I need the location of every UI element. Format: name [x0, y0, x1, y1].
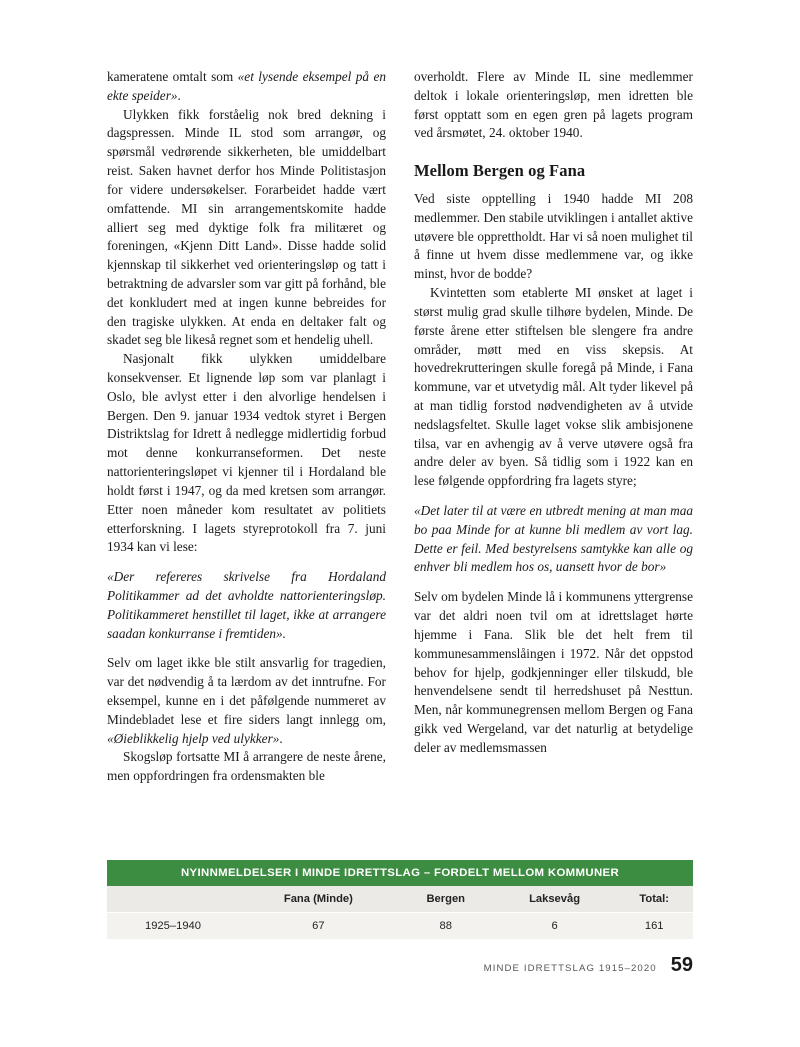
table-header-cell: [107, 886, 239, 913]
table-row: [107, 913, 693, 940]
footer-book-title: MINDE IDRETTSLAG 1915–2020: [483, 963, 657, 974]
right-column: [414, 68, 693, 786]
paragraph: [414, 190, 693, 284]
block-quote: [414, 502, 693, 577]
text-run: kameratene omtalt som: [107, 69, 238, 84]
table-cell-fana: 67: [239, 913, 398, 940]
text-run: Ved siste opptelling i 1940 hadde MI 208 medlemmer. Den stabile utviklingen i antallet aktive utøvere ble opprettholdt. Har vi så noen mulighet til å finne ut hvem disse medlemmene var, og ikke minst, hvor de bodde?: [414, 191, 693, 282]
text-run: overholdt. Flere av Minde IL sine medlemmer deltok i lokale orienteringsløp, men idretten ble først opptatt som en egen gren på lagets program ved årsmøtet, 24. oktober 1940.: [414, 69, 693, 141]
table-caption: NYINNMELDELSER I MINDE IDRETTSLAG – FORDELT MELLOM KOMMUNER: [107, 860, 693, 886]
paragraph: [414, 588, 693, 757]
two-column-body: [107, 68, 693, 786]
page-number: 59: [670, 954, 693, 976]
table-cell-total: 161: [615, 913, 693, 940]
text-run: .: [279, 730, 283, 746]
paragraph: [107, 68, 386, 106]
page-footer: [107, 955, 693, 975]
text-run: Kvintetten som etablerte MI ønsket at laget i størst mulig grad skulle tilhøre bydelen, Minde. De første årene etter stiftelsen ble slengere fra andre områder, møtt med en viss skepsis. At hovedrekrutteringen skulle foregå på Minde, i Fana kommune, var et utvetydig mål. Alt tyder likevel på at man tidlig forstod nødvendigheten av å utvide nedslagsfeltet. Skulle laget vokse slik ambisjonene tilsa, var en avhengig av å verve utøvere også fra andre deler av byen. Så tidlig som i 1922 kan en lese følgende oppfordring fra lagets styre;: [414, 285, 693, 489]
statistics-table: [107, 860, 693, 939]
paragraph: [107, 748, 386, 786]
paragraph: [107, 106, 386, 351]
paragraph: [107, 350, 386, 557]
table-cell-period: 1925–1940: [107, 913, 239, 940]
table-header-cell: Fana (Minde): [239, 886, 398, 913]
table-header-cell: Laksevåg: [494, 886, 616, 913]
table-header-cell: Total:: [615, 886, 693, 913]
text-run-italic: «Det later til at være en utbredt mening at man maa bo paa Minde for at kunne bli medlem av vort lag. Dette er feil. Med bestyrelsens samtykke kan alle og enhver bli medlem hos os, uansett hvor de bor»: [414, 503, 693, 575]
paragraph: [414, 68, 693, 143]
text-run: Selv om laget ikke ble stilt ansvarlig for tragedien, var det nødvendig å ta lærdom av det inntrufne. For eksempel, kunne en i det påfølgende nummeret av Mindebladet lese et fire siders langt innlegg om,: [107, 655, 386, 727]
table-body: [107, 913, 693, 940]
table-header-row: [107, 886, 693, 913]
left-column: [107, 68, 386, 786]
statistics-table-container: [107, 860, 693, 939]
text-run-italic: «Der refereres skrivelse fra Hordaland Politikammer ad det avholdte nattorienteringsløp. Politikammeret henstillet til laget, ikke at arrangere saadan konkurranse i fremtiden».: [107, 569, 386, 641]
text-run: .: [177, 87, 181, 103]
block-quote: [107, 568, 386, 643]
paragraph: [414, 284, 693, 491]
table-header-cell: Bergen: [398, 886, 494, 913]
table-head: [107, 886, 693, 913]
table-cell-laksevag: 6: [494, 913, 616, 940]
text-run-italic: «et lysende eksempel på en ekte speider»: [107, 69, 386, 103]
table-cell-bergen: 88: [398, 913, 494, 940]
text-run-italic: «Øieblikkelig hjelp ved ulykker»: [107, 730, 280, 746]
text-run: Nasjonalt fikk ulykken umiddelbare konsekvenser. Et lignende løp som var planlagt i Oslo, ble avlyst etter i den alvorlige hendelsen i Bergen. Den 9. januar 1934 vedtok styret i Bergen Distriktslag for Idrett å nedlegge midlertidig forbud mot denne konkurranseformen. Det neste nattorienteringsløpet vi kjenner til i Hordaland ble holdt først i 1947, og da med kretsen som arrangør. Etter noen måneder kom resultatet av politiets etterforskning. I lagets styreprotokoll fra 7. juni 1934 kan vi lese:: [107, 351, 386, 555]
paragraph: [107, 654, 386, 748]
text-run: Skogsløp fortsatte MI å arrangere de neste årene, men oppfordringen fra ordensmakten ble: [107, 749, 386, 784]
text-run: Selv om bydelen Minde lå i kommunens yttergrense var det aldri noen tvil om at idrettslaget hørte hjemme i Fana. Slik ble det helt frem til kommunesammenslåingen i 1972. Når det oppstod behov for hjelp, godkjenninger eller tilskudd, ble henvendelsene sendt til herredshuset på Nesttun. Men, når kommunegrensen mellom Bergen og Fana gikk ved Wergeland, var det naturlig at betydelige deler av medlemsmassen: [414, 589, 693, 755]
text-run: Ulykken fikk forståelig nok bred dekning i dagspressen. Minde IL stod som arrangør, og spørsmål vedrørende sikkerheten, ble umiddelbart reist. Saken havnet derfor hos Minde Politistasjon for videre undersøkelser. Forarbeidet hadde vært omfattende. MI sin arrangementskomite hadde alliert seg med dyktige folk fra militæret og foreningen, «Kjenn Ditt Land». Disse hadde solid kjennskap til sikkerhet ved orienteringsløp og tatt i betraktning de advarsler som var gitt på forhånd, ble det konkludert med at ingen kunne bebreides for den tragiske ulykken. At enda en deltaker falt og skadet seg ble likeså regnet som et hendelig uhell.: [107, 106, 386, 348]
section-heading: Mellom Bergen og Fana: [414, 161, 586, 181]
